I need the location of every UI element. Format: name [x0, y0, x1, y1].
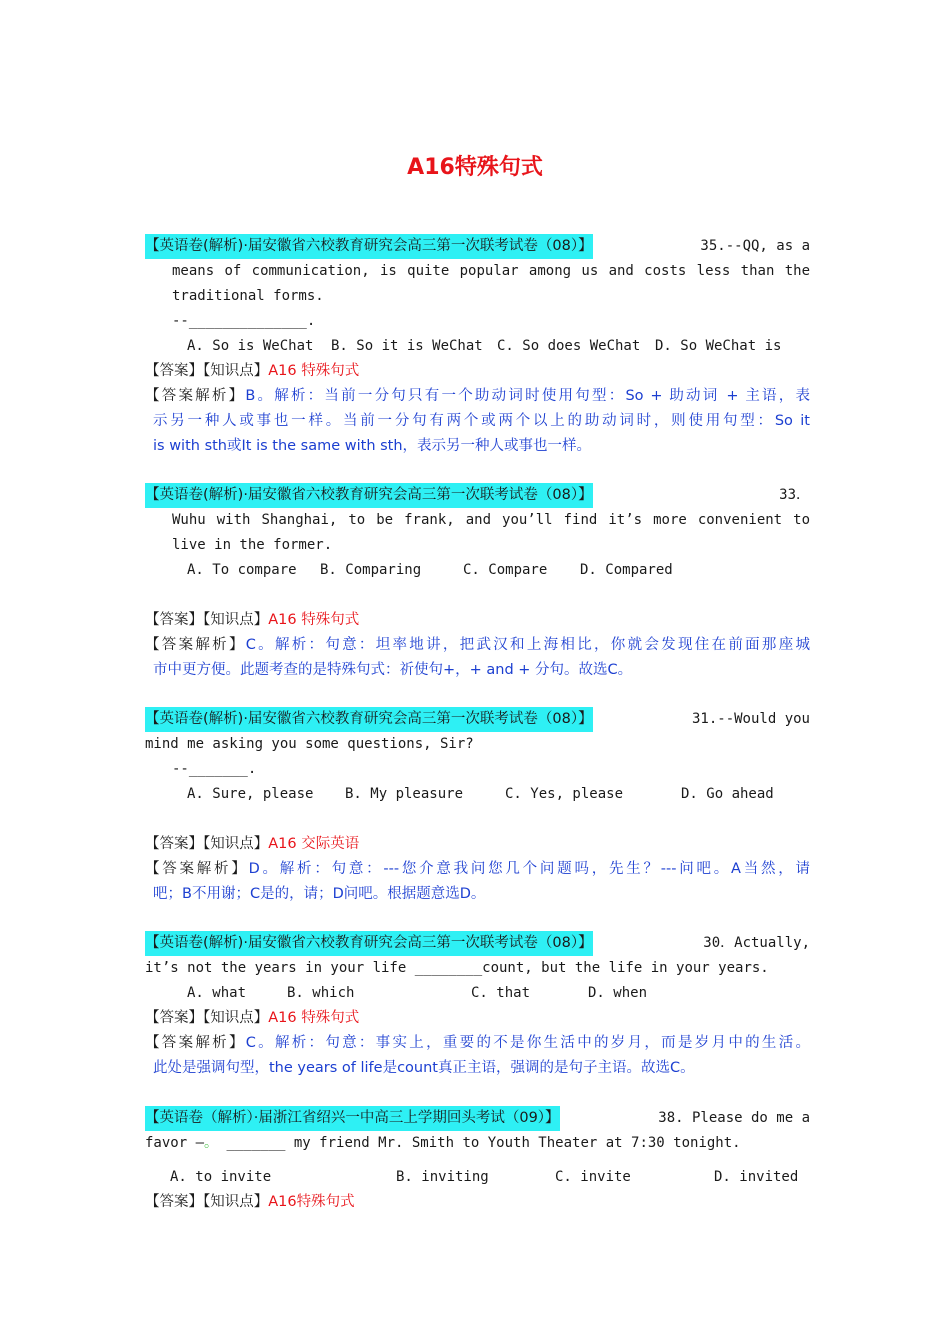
question-block [145, 707, 810, 907]
analysis-text: B。解析：当前一分句只有一个助动词时使用句型：So + 助动词 + 主语，表 [245, 388, 810, 404]
analysis-text: D。解析：句意：---您介意我问您几个问题吗，先生？---问吧。A当然，请 [248, 861, 811, 877]
option-a: A. what [187, 985, 247, 1001]
analysis-line [145, 633, 810, 658]
answer-label: 【答案】【知识点】 [145, 1010, 269, 1026]
analysis-text: 此处是强调句型，the years of life是count真正主语，强调的是句子主语。故选C。 [153, 1060, 695, 1076]
analysis-label: 【答案解析】 [145, 1035, 246, 1051]
options-row [145, 334, 810, 359]
option-d: D. Go ahead [681, 786, 774, 802]
option-b: B. inviting [396, 1169, 489, 1185]
source-highlight: 【英语卷(解析)·届安徽省六校教育研究会高三第一次联考试卷（08）】 [145, 234, 593, 259]
analysis-line [145, 384, 810, 409]
option-d: D. invited [714, 1169, 799, 1185]
option-d: D. Compared [580, 562, 673, 578]
question-stem: 31.--Would you [691, 711, 810, 727]
answer-label: 【答案】【知识点】 [145, 836, 269, 852]
page-title: A16特殊句式 [407, 155, 543, 180]
question-stem: 30．Actually, [703, 935, 810, 951]
source-highlight: 【英语卷(解析)·届安徽省六校教育研究会高三第一次联考试卷（08）】 [145, 707, 593, 732]
options-row [145, 558, 810, 583]
source-highlight: 【英语卷(解析)·届安徽省六校教育研究会高三第一次联考试卷（08）】 [145, 931, 593, 956]
analysis-text: C。解析：句意：坦率地讲，把武汉和上海相比，你就会发现住在前面那座城 [245, 637, 810, 653]
answer-label: 【答案】【知识点】 [145, 1194, 269, 1210]
knowledge-point: A16 特殊句式 [268, 1010, 360, 1026]
option-a: A. Sure, please [187, 786, 314, 802]
option-c: C. Compare [463, 562, 548, 578]
analysis-label: 【答案解析】 [145, 861, 249, 877]
option-b: B. which [287, 985, 355, 1001]
question-block [145, 931, 810, 1081]
option-b: B. Comparing [320, 562, 422, 578]
option-a: A. To compare [187, 562, 297, 578]
question-stem: 38. Please do me a [658, 1110, 810, 1126]
option-c: C. invite [555, 1169, 631, 1185]
analysis-text: C。解析：句意：事实上，重要的不是你生活中的岁月，而是岁月中的生活。 [245, 1035, 810, 1051]
question-block [145, 1106, 810, 1215]
option-b: B. So it is WeChat [331, 338, 483, 354]
analysis-label: 【答案解析】 [145, 388, 246, 404]
options-row [145, 981, 810, 1006]
analysis-line [145, 857, 810, 882]
question-block [145, 483, 810, 683]
stem-mark: 。 [204, 1135, 219, 1151]
question-stem [145, 1131, 810, 1156]
question-stem: traditional forms. [172, 288, 324, 304]
option-a: A. to invite [170, 1169, 272, 1185]
option-d: D. when [588, 985, 648, 1001]
analysis-line [145, 1031, 810, 1056]
question-stem: live in the former. [172, 537, 333, 553]
source-highlight: 【英语卷(解析)·届安徽省六校教育研究会高三第一次联考试卷（08）】 [145, 483, 593, 508]
answer-blank: --______________. [172, 313, 316, 329]
question-stem: 33． [779, 487, 810, 503]
analysis-text: is with sth或It is the same with sth，表示另一种人或事也一样。 [153, 438, 592, 454]
source-highlight: 【英语卷（解析）·届浙江省绍兴一中高三上学期回头考试（09）】 [145, 1106, 560, 1131]
answer-label: 【答案】【知识点】 [145, 612, 269, 628]
answer-line [145, 832, 810, 857]
question-stem: it’s not the years in your life ________count, but the life in your years. [145, 960, 769, 976]
option-a: A. So is WeChat [187, 338, 314, 354]
question-stem: means of communication, is quite popular among us and costs less than the [172, 263, 810, 279]
stem-text: favor — [145, 1135, 205, 1151]
question-block [145, 234, 810, 459]
knowledge-point: A16 特殊句式 [268, 363, 360, 379]
option-d: D. So WeChat is [655, 338, 782, 354]
analysis-text: 示另一种人或事也一样。当前一分句有两个或两个以上的助动词时，则使用句型：So it [153, 413, 810, 429]
knowledge-point: A16特殊句式 [268, 1194, 355, 1210]
answer-line [145, 1006, 810, 1031]
answer-line [145, 608, 810, 633]
option-b: B. My pleasure [345, 786, 464, 802]
answer-blank: --_______. [172, 761, 257, 777]
options-row [145, 782, 810, 807]
answer-line [145, 359, 810, 384]
analysis-text: 吧；B不用谢；C是的，请；D问吧。根据题意选D。 [153, 886, 486, 902]
answer-line [145, 1190, 810, 1215]
question-stem: mind me asking you some questions, Sir? [145, 736, 474, 752]
question-stem: 35.--QQ, as a [700, 238, 810, 254]
knowledge-point: A16 特殊句式 [268, 612, 360, 628]
option-c: C. So does WeChat [497, 338, 641, 354]
knowledge-point: A16 交际英语 [268, 836, 360, 852]
stem-text: _______ my friend Mr. Smith to Youth Theater at 7:30 tonight. [218, 1135, 741, 1151]
analysis-label: 【答案解析】 [145, 637, 246, 653]
option-c: C. that [471, 985, 531, 1001]
option-c: C. Yes, please [505, 786, 624, 802]
answer-label: 【答案】【知识点】 [145, 363, 269, 379]
options-row [145, 1165, 810, 1190]
analysis-text: 市中更方便。此题考查的是特殊句式：祈使句+，+ and + 分句。故选C。 [153, 662, 633, 678]
question-stem: Wuhu with Shanghai, to be frank, and you’ll find it’s more convenient to [172, 512, 810, 528]
